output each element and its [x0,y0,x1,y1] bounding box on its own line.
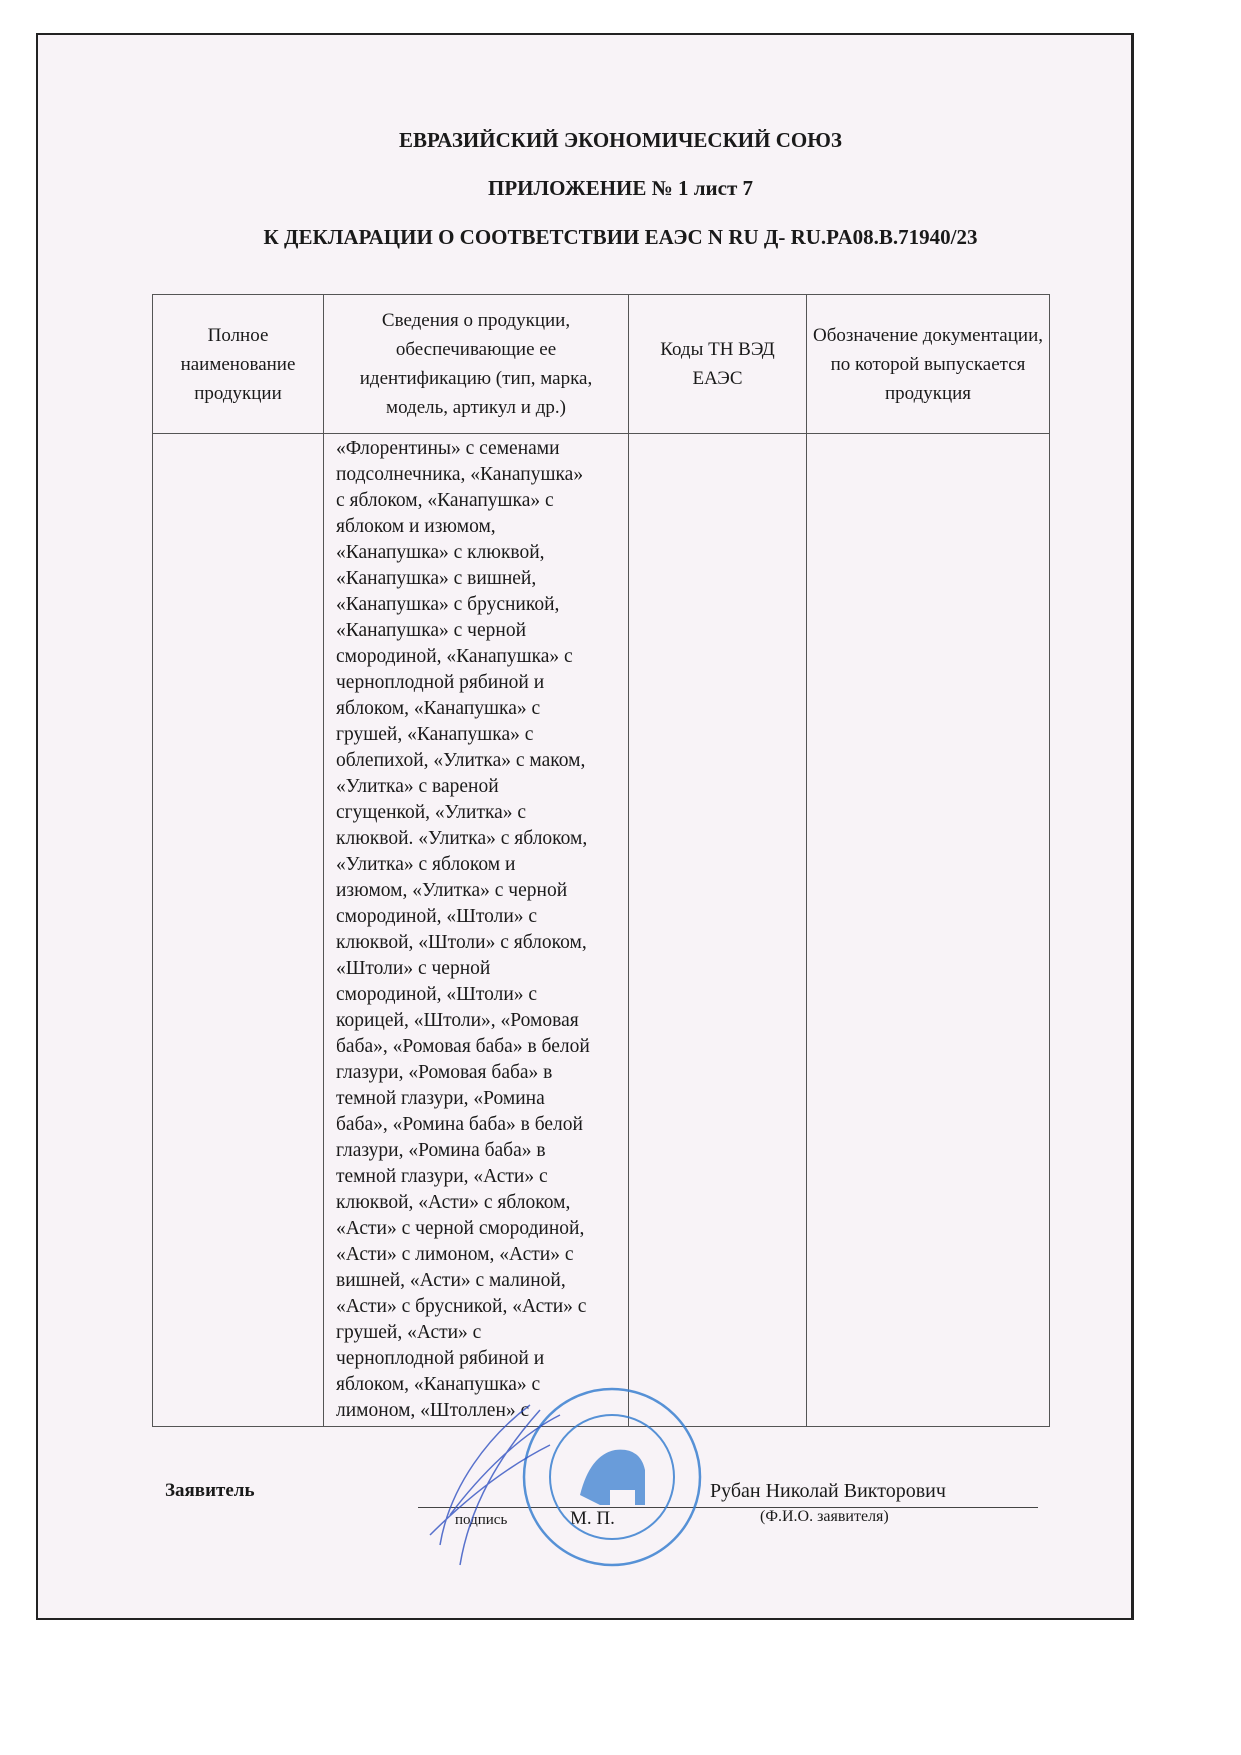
product-info-line: темной глазури, «Ромина [336,1088,545,1109]
signature-label: подпись [455,1512,508,1528]
product-info-line: облепихой, «Улитка» с маком, [336,750,586,771]
product-info-line: вишней, «Асти» с малиной, [336,1270,566,1291]
product-info-line: корицей, «Штоли», «Ромовая [336,1010,579,1031]
product-info-line: «Асти» с черной смородиной, [336,1218,585,1239]
product-info-line: смородиной, «Штоли» с [336,906,538,927]
product-info-line: баба», «Ромина баба» в белой [336,1114,583,1135]
column-header-name: Полное наименование продукции [153,295,324,434]
product-info-cell [324,434,629,1427]
product-info-line: «Канапушка» с клюквой, [336,542,545,563]
docs-cell [807,434,1050,1427]
product-info-line: сгущенкой, «Улитка» с [336,802,527,823]
product-name-cell [153,434,324,1427]
product-info-line: яблоком, «Канапушка» с [336,698,541,719]
seal-label: М. П. [570,1508,615,1529]
table-header-row [153,295,1050,434]
product-info-line: яблоком и изюмом, [336,516,496,537]
product-info-line: «Асти» с брусникой, «Асти» с [336,1296,587,1317]
product-info-line: темной глазури, «Асти» с [336,1166,548,1187]
product-info-line: «Улитка» с вареной [336,776,499,797]
column-header-info: Сведения о продукции, обеспечивающие ее идентификацию (тип, марка, модель, артикул и др.) [324,295,629,434]
product-info-line: «Флорентины» с семенами [336,438,560,459]
product-info-line: «Канапушка» с вишней, [336,568,537,589]
codes-cell [629,434,807,1427]
product-info-line: с яблоком, «Канапушка» с [336,490,554,511]
union-title: ЕВРАЗИЙСКИЙ ЭКОНОМИЧЕСКИЙ СОЮЗ [399,128,842,152]
product-info-line: грушей, «Асти» с [336,1322,482,1343]
product-info-line: «Канапушка» с черной [336,620,527,641]
product-info-line: клюквой, «Штоли» с яблоком, [336,932,587,953]
handwritten-signature [410,1395,570,1570]
product-info-line: «Канапушка» с брусникой, [336,594,560,615]
product-info-line: грушей, «Канапушка» с [336,724,534,745]
product-info-line: черноплодной рябиной и [336,672,545,693]
product-info-line: «Асти» с лимоном, «Асти» с [336,1244,574,1265]
product-info-line: глазури, «Ромина баба» в [336,1140,546,1161]
product-info-line: черноплодной рябиной и [336,1348,545,1369]
product-info-line: смородиной, «Штоли» с [336,984,538,1005]
appendix-title: ПРИЛОЖЕНИЕ № 1 лист 7 [487,176,754,200]
product-info-line: подсолнечника, «Канапушка» [336,464,584,485]
product-info-line: клюквой, «Асти» с яблоком, [336,1192,571,1213]
product-info-line: «Штоли» с черной [336,958,491,979]
product-info-line: глазури, «Ромовая баба» в [336,1062,553,1083]
product-info-line: яблоком, «Канапушка» с [336,1374,541,1395]
declaration-title: К ДЕКЛАРАЦИИ О СООТВЕТСТВИИ ЕАЭС N RU Д- RU.PA08.B.71940/23 [263,225,978,249]
applicant-name: Рубан Николай Викторович [710,1480,946,1502]
product-info-line: баба», «Ромовая баба» в белой [336,1036,590,1057]
name-caption: (Ф.И.О. заявителя) [760,1508,889,1525]
product-info-line: клюквой. «Улитка» с яблоком, [336,828,588,849]
lion-emblem-icon [580,1450,645,1505]
column-header-docs: Обозначение документации, по которой выпускается продукция [807,295,1050,434]
product-table [152,294,1050,1427]
table-row [153,434,1050,1427]
product-info-line: смородиной, «Канапушка» с [336,646,573,667]
applicant-label: Заявитель [165,1480,255,1501]
column-header-codes: Коды ТН ВЭД ЕАЭС [629,295,807,434]
product-info-line: «Улитка» с яблоком и [336,854,516,875]
product-info-line: изюмом, «Улитка» с черной [336,880,568,901]
product-info-line: лимоном, «Штоллен» с [336,1400,530,1421]
